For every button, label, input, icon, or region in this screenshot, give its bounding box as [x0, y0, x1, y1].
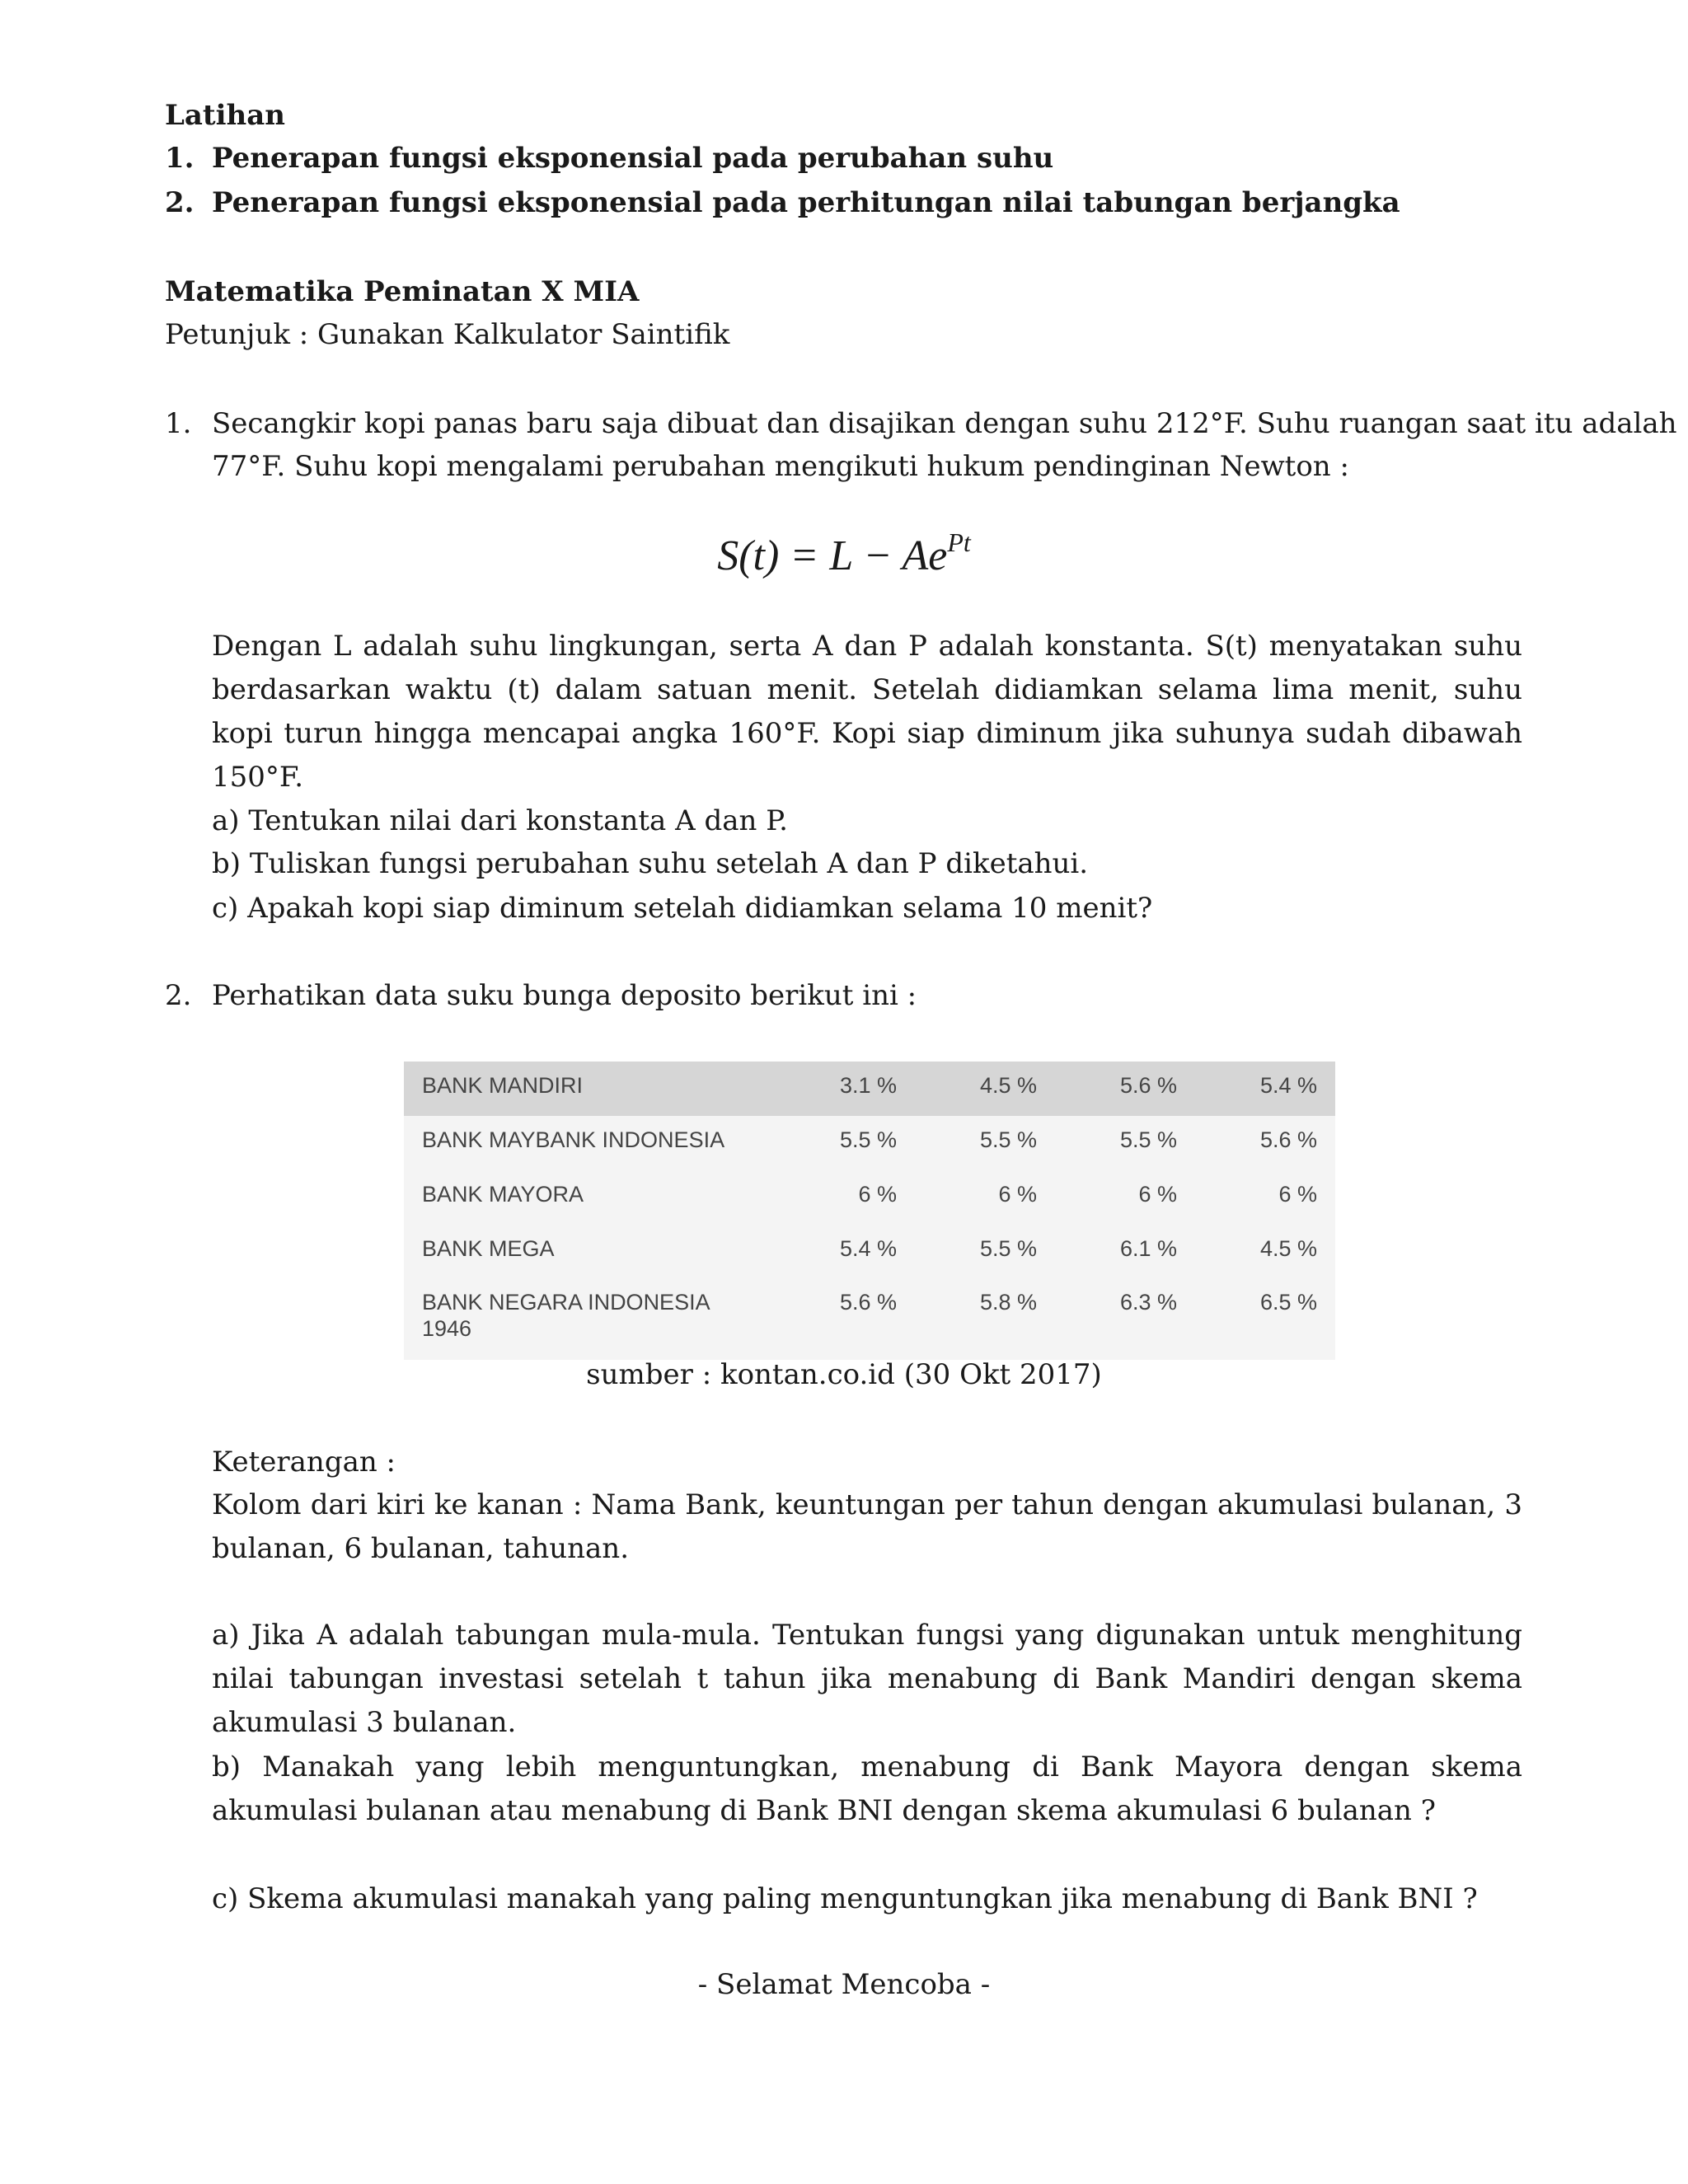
table-row	[404, 1225, 1335, 1279]
table-row	[404, 1279, 1335, 1360]
instruction-text: Petunjuk : Gunakan Kalkulator Saintifik	[165, 318, 730, 351]
formula-main: S(t) = L − Ae	[717, 532, 948, 579]
rate-3-month: 6 %	[915, 1170, 1055, 1225]
table-row	[404, 1116, 1335, 1170]
bank-name: BANK MAYORA	[404, 1170, 775, 1225]
topic-number: 1.	[165, 142, 195, 175]
question-number: 2.	[165, 979, 192, 1012]
newton-cooling-formula	[0, 527, 1688, 580]
bank-name: BANK MEGA	[404, 1225, 775, 1279]
question-1-part-c: c) Apakah kopi siap diminum setelah didiamkan selama 10 menit?	[212, 892, 1153, 925]
question-2-intro: Perhatikan data suku bunga deposito berikut ini :	[212, 979, 917, 1012]
question-1-intro: Secangkir kopi panas baru saja dibuat dan disajikan dengan suhu 212°F. Suhu ruangan saat itu adalah	[212, 407, 1677, 440]
course-title: Matematika Peminatan X MIA	[165, 275, 640, 308]
topic-number: 2.	[165, 186, 195, 219]
page-title: Latihan	[165, 99, 286, 132]
rate-6-month: 6.1 %	[1055, 1225, 1195, 1279]
rate-monthly: 5.6 %	[775, 1279, 915, 1360]
rate-monthly: 6 %	[775, 1170, 915, 1225]
note-title: Keterangan :	[212, 1446, 396, 1479]
rate-monthly: 3.1 %	[775, 1062, 915, 1116]
closing-text: - Selamat Mencoba -	[697, 1968, 991, 2001]
table-row	[404, 1062, 1335, 1116]
rate-6-month: 6.3 %	[1055, 1279, 1195, 1360]
formula-exponent: Pt	[947, 527, 971, 557]
question-2-part-b: b) Manakah yang lebih menguntungkan, menabung di Bank Mayora dengan skema akumulasi bulanan atau menabung di Bank BNI dengan skema akumulasi 6 bulanan ?	[212, 1750, 1522, 1827]
rate-6-month: 5.6 %	[1055, 1062, 1195, 1116]
rate-yearly: 4.5 %	[1195, 1225, 1335, 1279]
rate-yearly: 6 %	[1195, 1170, 1335, 1225]
rate-monthly: 5.4 %	[775, 1225, 915, 1279]
table-row	[404, 1170, 1335, 1225]
rate-yearly: 6.5 %	[1195, 1279, 1335, 1360]
note-text: Kolom dari kiri ke kanan : Nama Bank, keuntungan per tahun dengan akumulasi bulanan, 3 bulanan, 6 bulanan, tahunan.	[212, 1488, 1522, 1565]
rate-yearly: 5.4 %	[1195, 1062, 1335, 1116]
question-2-part-a: a) Jika A adalah tabungan mula-mula. Tentukan fungsi yang digunakan untuk menghitung nilai tabungan investasi setelah t tahun jika menabung di Bank Mandiri dengan skema akumulasi 3 bulanan.	[212, 1619, 1522, 1739]
bank-name: BANK NEGARA INDONESIA 1946	[404, 1279, 775, 1360]
question-1-intro-cont: 77°F. Suhu kopi mengalami perubahan mengikuti hukum pendinginan Newton :	[212, 450, 1349, 483]
question-number: 1.	[165, 407, 192, 440]
rate-3-month: 5.5 %	[915, 1225, 1055, 1279]
question-1-part-a: a) Tentukan nilai dari konstanta A dan P.	[212, 804, 788, 837]
rate-6-month: 6 %	[1055, 1170, 1195, 1225]
rate-6-month: 5.5 %	[1055, 1116, 1195, 1170]
bank-name: BANK MANDIRI	[404, 1062, 775, 1116]
question-2-part-c: c) Skema akumulasi manakah yang paling menguntungkan jika menabung di Bank BNI ?	[212, 1882, 1478, 1915]
question-1-description: Dengan L adalah suhu lingkungan, serta A dan P adalah konstanta. S(t) menyatakan suhu berdasarkan waktu (t) dalam satuan menit. Setelah didiamkan selama lima menit, suhu kopi turun hingga mencapai angka 160°F. Kopi siap diminum jika suhunya sudah dibawah 150°F.	[212, 630, 1522, 794]
rate-yearly: 5.6 %	[1195, 1116, 1335, 1170]
rate-3-month: 4.5 %	[915, 1062, 1055, 1116]
rate-monthly: 5.5 %	[775, 1116, 915, 1170]
rate-3-month: 5.5 %	[915, 1116, 1055, 1170]
deposit-rate-table	[404, 1062, 1335, 1360]
table-source: sumber : kontan.co.id (30 Okt 2017)	[586, 1358, 1102, 1391]
question-1-part-b: b) Tuliskan fungsi perubahan suhu setelah A dan P diketahui.	[212, 847, 1089, 880]
bank-name: BANK MAYBANK INDONESIA	[404, 1116, 775, 1170]
rate-3-month: 5.8 %	[915, 1279, 1055, 1360]
topic-item: Penerapan fungsi eksponensial pada perubahan suhu	[212, 142, 1054, 175]
topic-item: Penerapan fungsi eksponensial pada perhitungan nilai tabungan berjangka	[212, 186, 1400, 219]
